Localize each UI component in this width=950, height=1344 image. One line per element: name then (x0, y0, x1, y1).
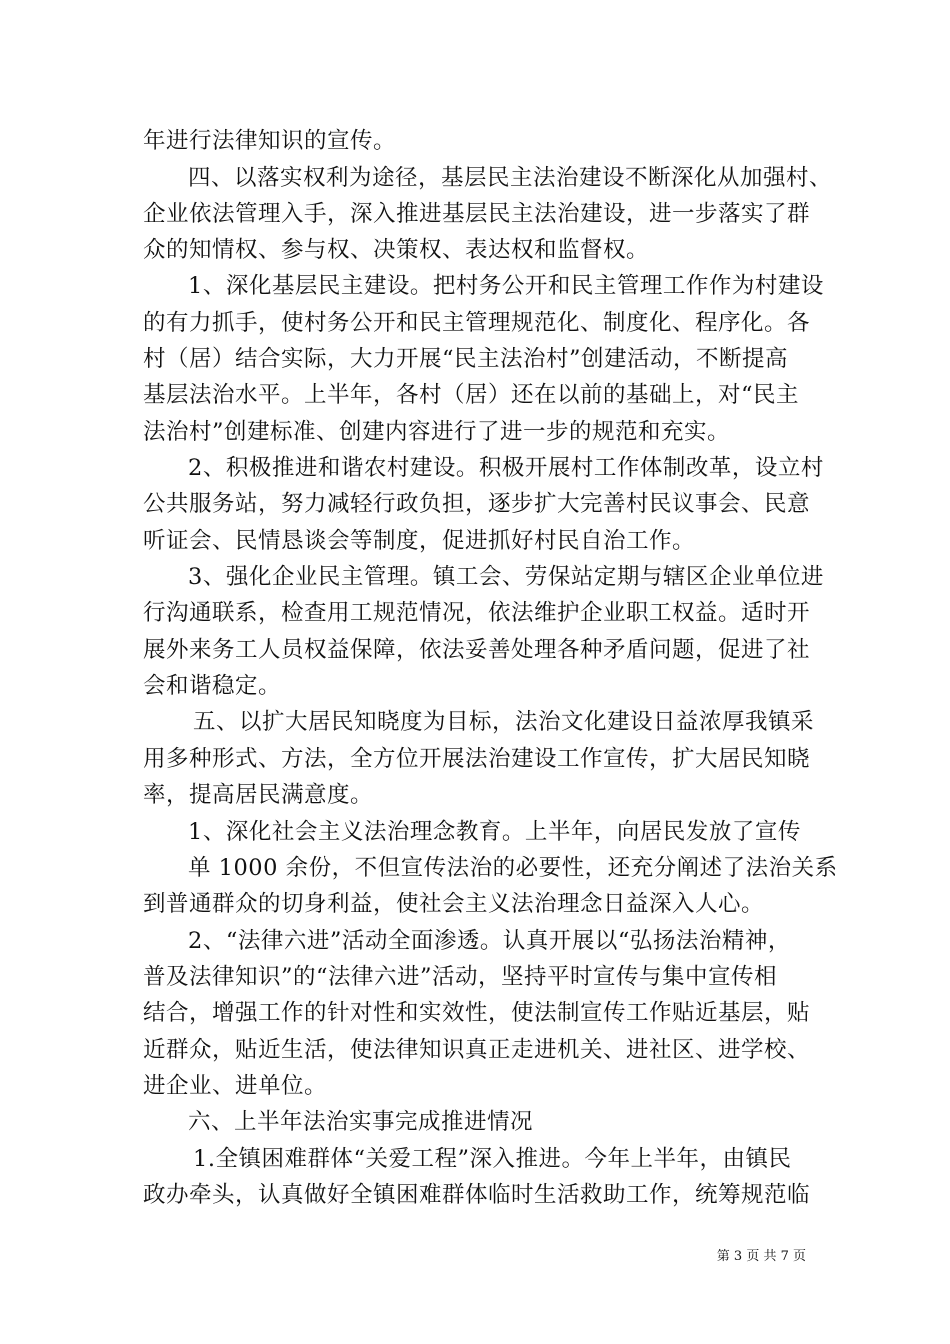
text-line: 普及法律知识”的“法律六进”活动，坚持平时宣传与集中宣传相 (143, 964, 778, 990)
text-line: 公共服务站，努力减轻行政负担，逐步扩大完善村民议事会、民意 (143, 491, 811, 517)
text-line: 六、上半年法治实事完成推进情况 (188, 1109, 534, 1135)
text-line: 的有力抓手，使村务公开和民主管理规范化、制度化、程序化。各 (143, 310, 811, 336)
text-line: 村（居）结合实际，大力开展“民主法治村”创建活动，不断提高 (143, 346, 789, 372)
text-line: 四、以落实权利为途径，基层民主法治建设不断深化从加强村、 (188, 165, 833, 191)
text-line: 1、深化社会主义法治理念教育。上半年，向居民发放了宣传 (188, 819, 801, 845)
text-line: 结合，增强工作的针对性和实效性，使法制宣传工作贴近基层，贴 (143, 1000, 811, 1026)
text-line: 政办牵头，认真做好全镇困难群体临时生活救助工作，统筹规范临 (143, 1182, 811, 1208)
text-line: 到普通群众的切身利益，使社会主义法治理念日益深入人心。 (143, 891, 765, 917)
text-line: 年进行法律知识的宣传。 (143, 128, 397, 154)
text-line: 行沟通联系，检查用工规范情况，依法维护企业职工权益。适时开 (143, 600, 811, 626)
text-line: 基层法治水平。上半年，各村（居）还在以前的基础上，对“民主 (143, 382, 800, 408)
text-line: 2、“法律六进”活动全面渗透。认真开展以“弘扬法治精神， (188, 928, 791, 954)
text-line: 单 1000 余份，不但宣传法治的必要性，还充分阐述了法治关系 (188, 855, 838, 881)
text-line: 2、积极推进和谐农村建设。积极开展村工作体制改革，设立村 (188, 455, 824, 481)
text-line: 用多种形式、方法，全方位开展法治建设工作宣传，扩大居民知晓 (143, 746, 811, 772)
text-line: 法治村”创建标准、创建内容进行了进一步的规范和充实。 (143, 419, 731, 445)
text-line: 众的知情权、参与权、决策权、表达权和监督权。 (143, 237, 650, 263)
text-line: 会和谐稳定。 (143, 673, 282, 699)
text-line: 进企业、进单位。 (143, 1073, 328, 1099)
text-line: 近群众，贴近生活，使法律知识真正走进机关、进社区、进学校、 (143, 1037, 811, 1063)
text-line: 听证会、民情恳谈会等制度，促进抓好村民自治工作。 (143, 528, 696, 554)
page-number-footer: 第 3 页 共 7 页 (716, 1249, 806, 1264)
text-line: 1、深化基层民主建设。把村务公开和民主管理工作作为村建设 (188, 273, 824, 299)
text-line: 企业依法管理入手，深入推进基层民主法治建设，进一步落实了群 (143, 201, 811, 227)
text-line: 3、强化企业民主管理。镇工会、劳保站定期与辖区企业单位进 (188, 564, 824, 590)
text-line: 率，提高居民满意度。 (143, 782, 374, 808)
text-line: 展外来务工人员权益保障，依法妥善处理各种矛盾问题，促进了社 (143, 637, 811, 663)
text-line: 1.全镇困难群体“关爱工程”深入推进。今年上半年，由镇民 (193, 1146, 792, 1172)
text-line: 五、以扩大居民知晓度为目标，法治文化建设日益浓厚我镇采 (193, 709, 815, 735)
